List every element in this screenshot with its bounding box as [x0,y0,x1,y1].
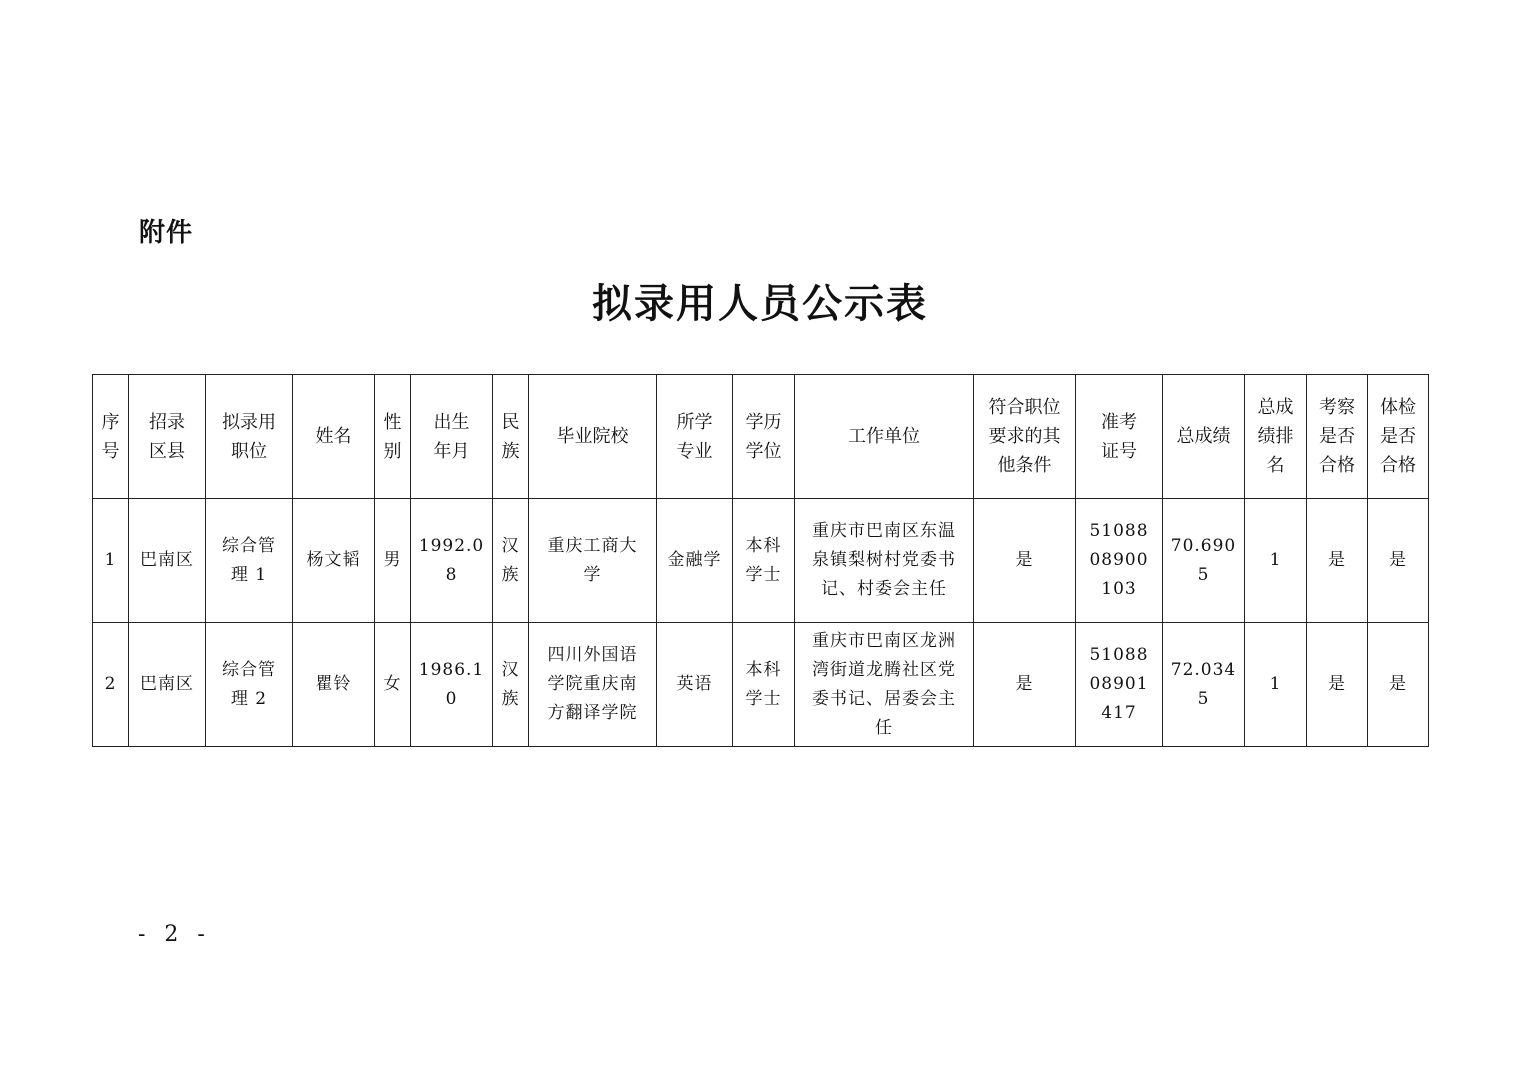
cell-exam-id: 5108808901417 [1076,623,1163,747]
header-seq: 序号 [93,375,129,499]
cell-name: 瞿铃 [293,623,375,747]
cell-ethnicity: 汉族 [493,499,529,623]
document-title: 拟录用人员公示表 [592,280,928,327]
cell-position: 综合管理 2 [206,623,293,747]
header-gender: 性别 [375,375,411,499]
cell-gender: 女 [375,623,411,747]
cell-exam-id: 5108808900103 [1076,499,1163,623]
cell-school: 重庆工商大学 [529,499,657,623]
cell-degree: 本科学士 [733,623,795,747]
cell-physical: 是 [1368,623,1429,747]
cell-position: 综合管理 1 [206,499,293,623]
header-physical: 体检是否合格 [1368,375,1429,499]
header-exam-id: 准考证号 [1076,375,1163,499]
header-position: 拟录用职位 [206,375,293,499]
cell-other-conditions: 是 [974,499,1076,623]
header-total-score: 总成绩 [1163,375,1245,499]
cell-school: 四川外国语学院重庆南方翻译学院 [529,623,657,747]
header-degree: 学历学位 [733,375,795,499]
table-header-row [93,375,1429,499]
cell-other-conditions: 是 [974,623,1076,747]
header-major: 所学专业 [657,375,733,499]
header-birth: 出生年月 [411,375,493,499]
cell-major: 金融学 [657,499,733,623]
page-number: - 2 - [138,922,211,947]
cell-gender: 男 [375,499,411,623]
header-ethnicity: 民族 [493,375,529,499]
cell-name: 杨文韬 [293,499,375,623]
cell-rank: 1 [1245,623,1307,747]
cell-major: 英语 [657,623,733,747]
cell-ethnicity: 汉族 [493,623,529,747]
header-inspection: 考察是否合格 [1307,375,1368,499]
cell-seq: 2 [93,623,129,747]
cell-seq: 1 [93,499,129,623]
cell-inspection: 是 [1307,623,1368,747]
cell-rank: 1 [1245,499,1307,623]
cell-employer: 重庆市巴南区龙洲湾街道龙腾社区党委书记、居委会主任 [795,623,974,747]
candidate-table [92,374,1429,747]
cell-inspection: 是 [1307,499,1368,623]
header-other-conditions: 符合职位要求的其他条件 [974,375,1076,499]
cell-district: 巴南区 [129,499,206,623]
header-rank: 总成绩排名 [1245,375,1307,499]
cell-total-score: 70.6905 [1163,499,1245,623]
cell-birth: 1992.08 [411,499,493,623]
header-district: 招录区县 [129,375,206,499]
table-row [93,499,1429,623]
header-school: 毕业院校 [529,375,657,499]
table-row [93,623,1429,747]
cell-employer: 重庆市巴南区东温泉镇梨树村党委书记、村委会主任 [795,499,974,623]
header-employer: 工作单位 [795,375,974,499]
attachment-label: 附件 [139,218,194,248]
header-name: 姓名 [293,375,375,499]
cell-district: 巴南区 [129,623,206,747]
cell-birth: 1986.10 [411,623,493,747]
cell-physical: 是 [1368,499,1429,623]
cell-degree: 本科学士 [733,499,795,623]
cell-total-score: 72.0345 [1163,623,1245,747]
